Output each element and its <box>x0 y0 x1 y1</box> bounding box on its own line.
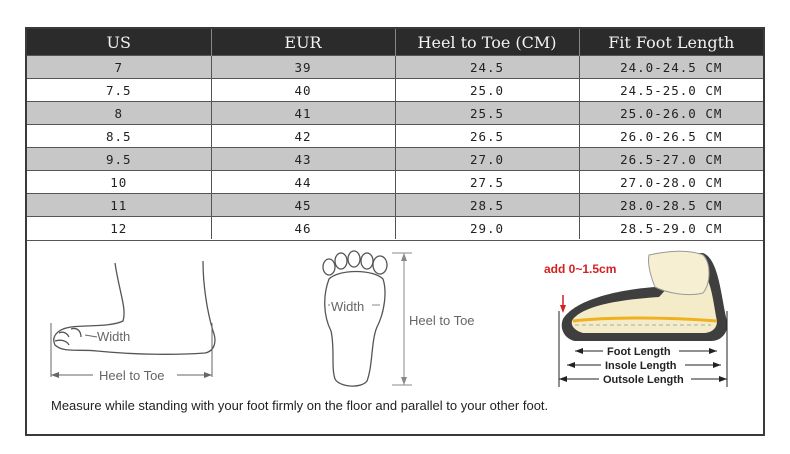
table-row <box>27 171 763 194</box>
table-row <box>27 125 763 148</box>
table-cell: 43 <box>211 148 395 171</box>
table-cell: 8.5 <box>27 125 211 148</box>
outsole-length-label: Outsole Length <box>603 374 684 386</box>
table-cell: 26.5-27.0 CM <box>579 148 763 171</box>
table-cell: 28.0-28.5 CM <box>579 194 763 217</box>
table-cell: 25.0 <box>395 79 579 102</box>
add-length-label: add 0~1.5cm <box>544 262 617 276</box>
table-row <box>27 217 763 240</box>
table-row <box>27 194 763 217</box>
measurement-note: Measure while standing with your foot firmly on the floor and parallel to your other foot. <box>51 398 549 413</box>
header-fit-foot-length: Fit Foot Length <box>579 29 763 56</box>
table-cell: 29.0 <box>395 217 579 240</box>
foot-length-label: Foot Length <box>607 346 671 358</box>
table-cell: 27.0 <box>395 148 579 171</box>
measurement-diagrams <box>27 240 763 435</box>
table-row <box>27 56 763 79</box>
table-cell: 41 <box>211 102 395 125</box>
table-cell: 24.5 <box>395 56 579 79</box>
table-cell: 27.5 <box>395 171 579 194</box>
table-row <box>27 79 763 102</box>
size-chart <box>25 27 765 436</box>
table-cell: 27.0-28.0 CM <box>579 171 763 194</box>
table-cell: 11 <box>27 194 211 217</box>
sole-length-label: Heel to Toe <box>409 313 475 328</box>
table-cell: 9.5 <box>27 148 211 171</box>
table-row <box>27 148 763 171</box>
table-cell: 44 <box>211 171 395 194</box>
table-header-row <box>27 29 763 56</box>
table-cell: 24.5-25.0 CM <box>579 79 763 102</box>
table-cell: 28.5-29.0 CM <box>579 217 763 240</box>
table-cell: 10 <box>27 171 211 194</box>
size-table <box>27 29 763 239</box>
table-cell: 40 <box>211 79 395 102</box>
header-eur: EUR <box>211 29 395 56</box>
sole-illustration <box>323 251 387 386</box>
table-row <box>27 102 763 125</box>
table-cell: 25.0-26.0 CM <box>579 102 763 125</box>
sole-width-label: Width <box>331 299 365 314</box>
table-cell: 12 <box>27 217 211 240</box>
table-cell: 7.5 <box>27 79 211 102</box>
table-cell: 25.5 <box>395 102 579 125</box>
table-cell: 26.5 <box>395 125 579 148</box>
header-heel-to-toe: Heel to Toe (CM) <box>395 29 579 56</box>
table-cell: 46 <box>211 217 395 240</box>
table-cell: 39 <box>211 56 395 79</box>
table-cell: 24.0-24.5 CM <box>579 56 763 79</box>
table-cell: 26.0-26.5 CM <box>579 125 763 148</box>
table-cell: 42 <box>211 125 395 148</box>
table-cell: 45 <box>211 194 395 217</box>
header-us: US <box>27 29 211 56</box>
side-foot-illustration <box>54 261 215 354</box>
side-foot-length-label: Heel to Toe <box>99 368 165 383</box>
insole-length-label: Insole Length <box>605 360 677 372</box>
side-foot-width-label: Width <box>97 329 131 344</box>
table-cell: 28.5 <box>395 194 579 217</box>
table-cell: 8 <box>27 102 211 125</box>
table-cell: 7 <box>27 56 211 79</box>
